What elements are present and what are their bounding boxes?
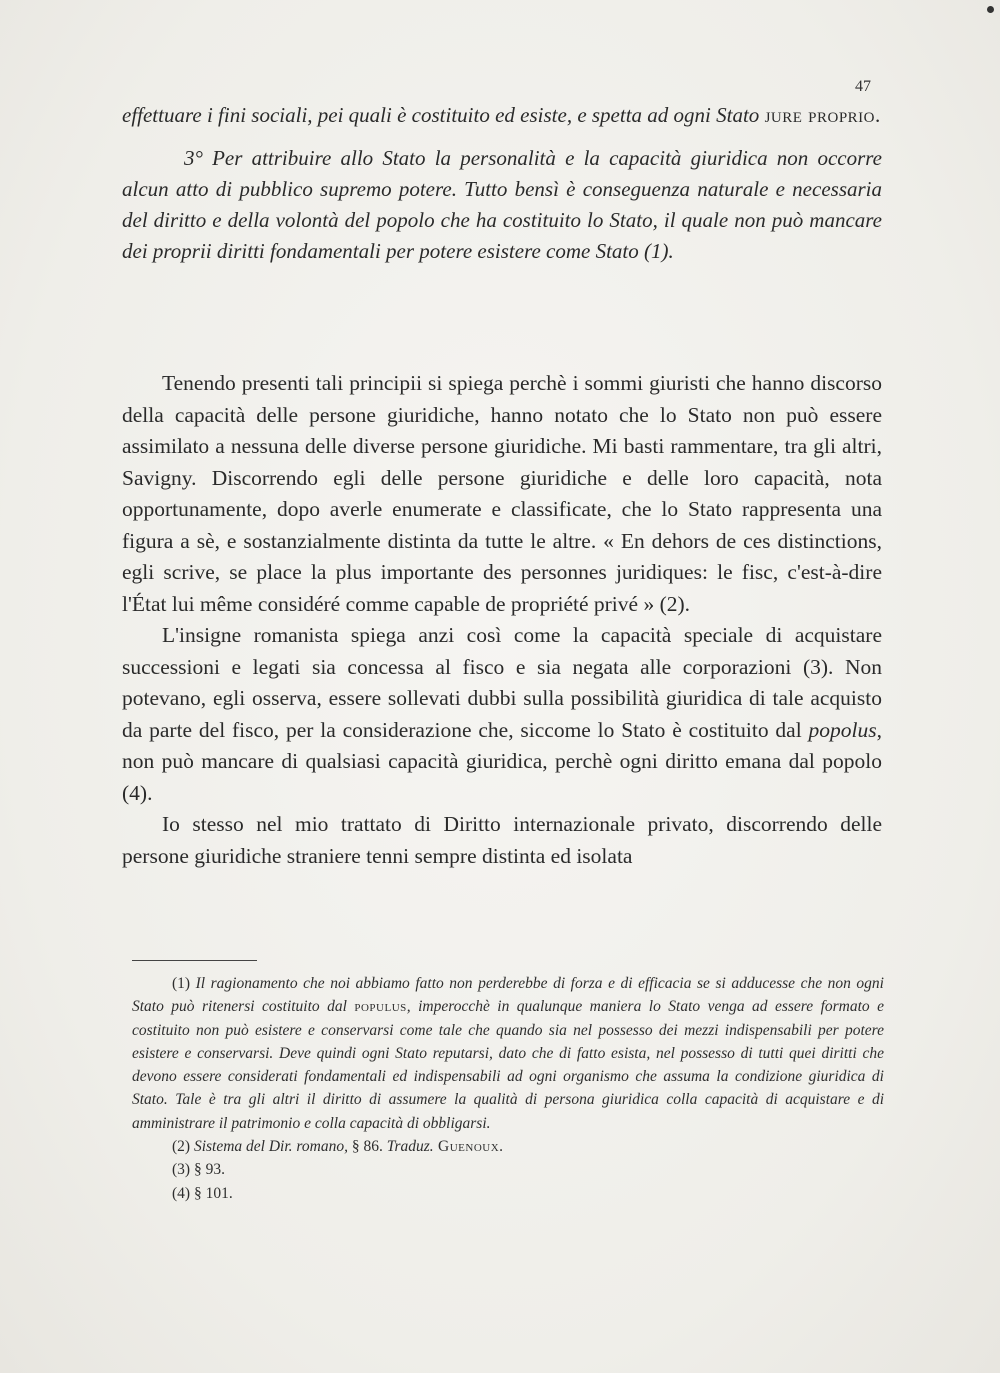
footnote-2-translator: Guenoux. xyxy=(433,1138,504,1156)
body-paragraph-2-part-a: L'insigne romanista spiega anzi così come la capacità speciale di acquistare successioni e legati sia concessa al fisco e sia negata alle corporazioni (3). Non potevano, egli osserva, essere sollevati dubbi sulla possibilità giuridica di tale acquisto da parte del fisco, per la considerazione che, siccome lo Stato è costituito dal xyxy=(122,623,882,742)
body-paragraph-2-part-b: , non può mancare di qualsiasi capacità giuridica, perchè ogni diritto emana dal popolo (4). xyxy=(122,717,882,805)
footnote-2-title: Sistema del Dir. romano, xyxy=(193,1138,348,1156)
footnote-2-number: (2) xyxy=(172,1138,191,1156)
footnote-2-section: § 86. xyxy=(347,1138,387,1156)
body-section xyxy=(122,368,882,872)
footnote-4: (4) § 101. xyxy=(172,1184,233,1202)
footnote-2 xyxy=(132,1135,884,1158)
footnote-separator xyxy=(132,960,257,961)
body-paragraph-3: Io stesso nel mio trattato di Diritto internazionale privato, discorrendo delle persone giuridiche straniere tenni sempre distinta ed isolata xyxy=(122,812,882,868)
footnote-1 xyxy=(132,972,884,1135)
italic-paragraph-1-text: effettuare i fini sociali, pei quali è costituito ed esiste, e spetta ad ogni Stato xyxy=(122,103,765,127)
footnotes xyxy=(132,972,884,1205)
body-paragraph-1: Tenendo presenti tali principii si spiega perchè i sommi giuristi che hanno discorso della capacità delle persone giuridiche, hanno notato che lo Stato non può essere assimilato a nessuna delle diverse persone giuridiche. Mi basti rammentare, tra gli altri, Savigny. Discorrendo egli delle persone giuridiche e delle loro capacità, nota opportunamente, dopo averle enumerate e classificate, che lo Stato rappresenta una figura a sè, e sostanzialmente distinta da tutte le altre. « En dehors de ces distinctions, egli scrive, se place la plus importante des personnes juridiques: le fisc, c'est-à-dire l'État lui même considéré comme capable de propriété privé » (2). xyxy=(122,371,882,616)
popolus-italic: popolus xyxy=(808,717,877,742)
jure-proprio-smallcaps: jure proprio. xyxy=(764,103,881,127)
footnote-1-text-b: , imperocchè in qualunque maniera lo Stato venga ad essere formato e costituito non può esistere e conservarsi come tale che quando sia nel possesso dei mezzi indispensabili per potere esistere e conservarsi. Deve quindi ogni Stato reputarsi, dato che di fatto esista, nel possesso di tutti quei diritti che devono essere considerati fondamentali ed indispensabili ad ogni organismo che assuma la condizione giuridica di Stato. Tale è tra gli altri il diritto di assumere la qualità di persona giuridica colla capacità di acquistare e di amministrare il patrimonio e colla capacità di obbligarsi. xyxy=(132,998,885,1132)
page-speck xyxy=(987,6,994,13)
italic-section xyxy=(122,100,882,267)
italic-paragraph-1 xyxy=(122,100,882,131)
italic-paragraph-2: 3° Per attribuire allo Stato la personalità e la capacità giuridica non occorre alcun atto di pubblico supremo potere. Tutto bensì è conseguenza naturale e necessaria del diritto e della volontà del popolo che ha costituito lo Stato, il quale non può mancare dei proprii diritti fondamentali per potere esistere come Stato (1). xyxy=(122,146,882,263)
footnote-2-traduz: Traduz. xyxy=(386,1138,434,1156)
body-paragraph-2 xyxy=(122,620,882,809)
footnote-3: (3) § 93. xyxy=(172,1161,225,1179)
footnote-1-number: (1) xyxy=(172,975,191,992)
populus-smallcaps: populus xyxy=(354,998,407,1016)
page-number: 47 xyxy=(855,78,871,95)
footnote-1-text-a: Il ragionamento che noi abbiamo fatto non perderebbe di forza e di efficacia se si adducesse che non ogni Stato può ritenersi costituito dal xyxy=(132,975,884,1016)
